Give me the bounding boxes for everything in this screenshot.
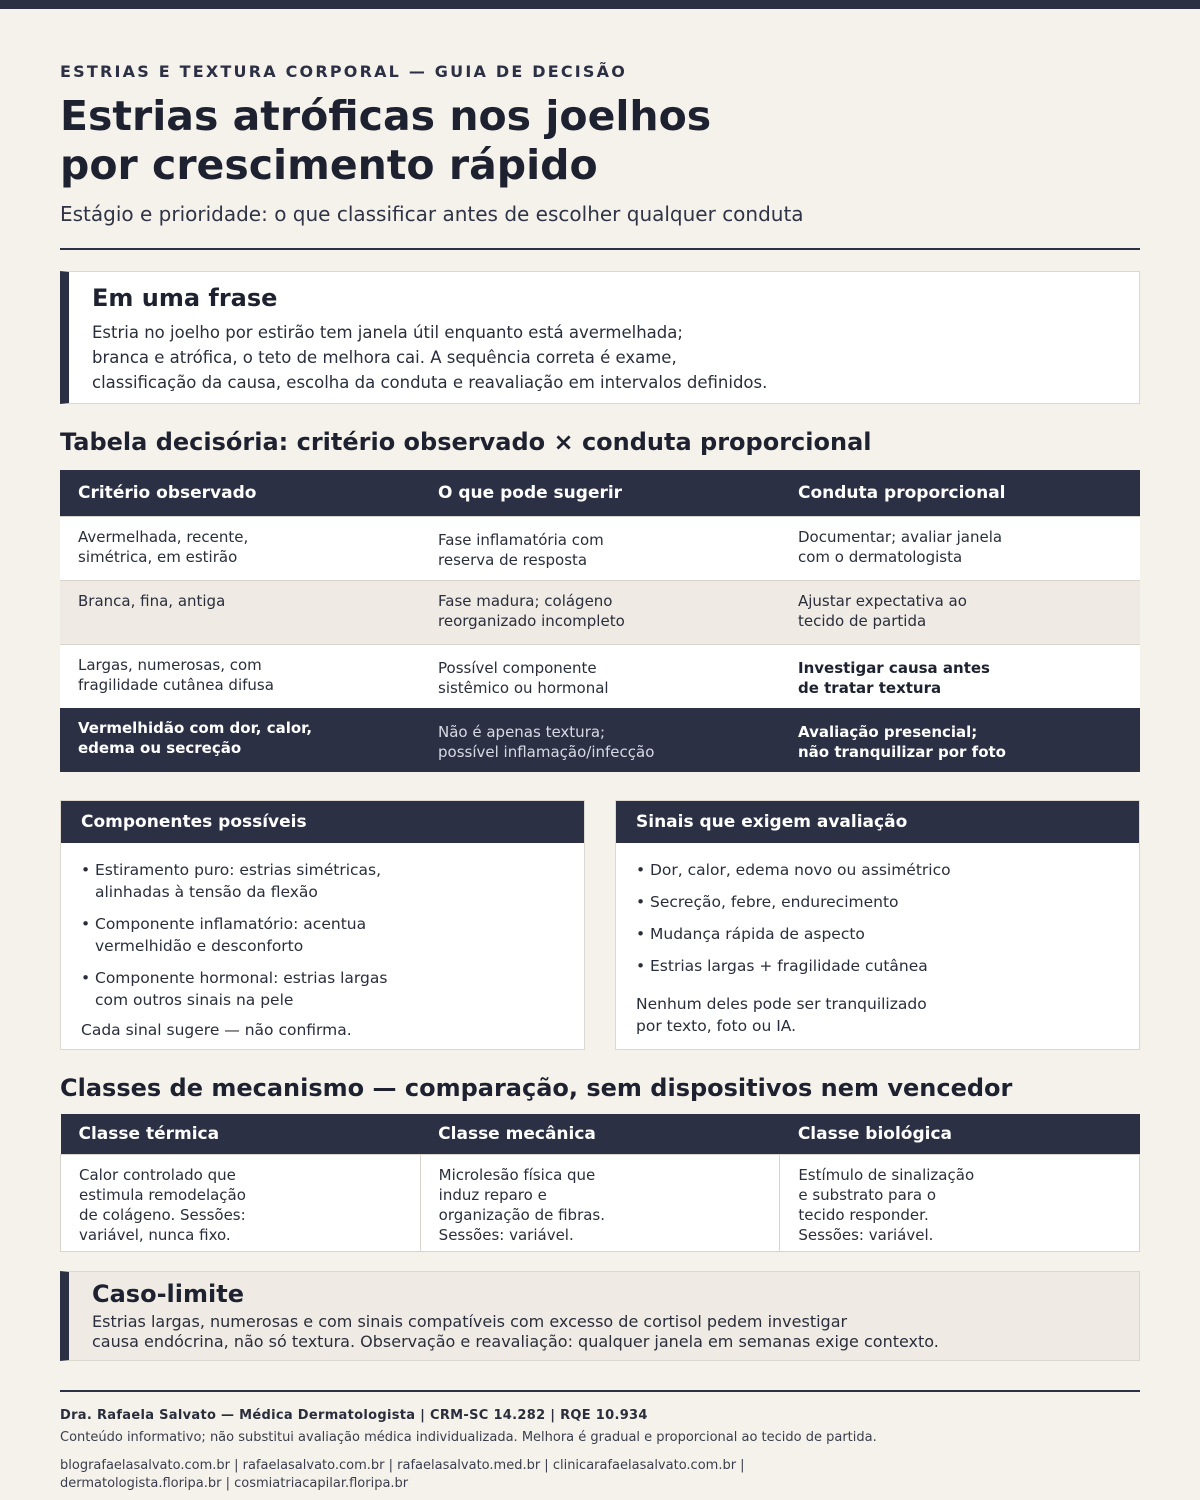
- bullet-icon: •: [636, 957, 646, 975]
- cell-line: induz reparo e: [438, 1185, 547, 1204]
- list-item: [636, 955, 1119, 977]
- summary-text: [92, 320, 1139, 395]
- table-row: [60, 516, 1140, 580]
- classes-header-row: [61, 1114, 1140, 1154]
- bullet-icon: •: [636, 925, 646, 943]
- list-item-line: vermelhidão e desconforto: [95, 937, 304, 955]
- cell-line: tecido de partida: [798, 611, 927, 630]
- card-note: [616, 993, 1139, 1037]
- cell-line: Calor controlado que: [79, 1165, 236, 1184]
- summary-callout: [60, 271, 1140, 404]
- page-subtitle: Estágio e prioridade: o que classificar antes de escolher qualquer conduta: [60, 202, 804, 226]
- card-title: Sinais que exigem avaliação: [616, 801, 1139, 843]
- table-cell: [780, 516, 1140, 580]
- bullet-icon: •: [636, 893, 646, 911]
- cell-line: e substrato para o: [798, 1185, 937, 1204]
- cell-line: Vermelhidão com dor, calor,: [78, 719, 313, 737]
- cell-line: Microlesão física que: [438, 1165, 596, 1184]
- list-item: [636, 891, 1119, 913]
- summary-line: Estria no joelho por estirão tem janela útil enquanto está avermelhada;: [92, 323, 683, 342]
- cell-line: variável, nunca fixo.: [79, 1225, 231, 1244]
- cell-line: Ajustar expectativa ao: [798, 591, 967, 610]
- decision-table-header-row: [60, 470, 1140, 516]
- summary-line: classificação da causa, escolha da conduta e reavaliação em intervalos definidos.: [92, 373, 768, 392]
- list-item: [636, 923, 1119, 945]
- mechanism-classes-table: [60, 1114, 1140, 1252]
- table-cell: [420, 1154, 780, 1251]
- cell-line: Avermelhada, recente,: [78, 527, 249, 546]
- table-cell: [60, 644, 420, 708]
- bullet-icon: •: [81, 915, 91, 933]
- edge-case-callout: [60, 1271, 1140, 1361]
- cell-line: simétrica, em estirão: [78, 547, 238, 566]
- footer-divider: [60, 1390, 1140, 1392]
- classes-table-heading: Classes de mecanismo — comparação, sem dispositivos nem vencedor: [60, 1074, 1013, 1102]
- summary-line: branca e atrófica, o teto de melhora cai. A sequência correta é exame,: [92, 348, 677, 367]
- summary-title: Em uma frase: [92, 284, 278, 312]
- table-cell: [61, 1154, 421, 1251]
- list-item-line: Estrias largas + fragilidade cutânea: [650, 957, 928, 975]
- list-item: [636, 859, 1119, 881]
- edge-case-line: Estrias largas, numerosas e com sinais compatíveis com excesso de cortisol pedem investigar: [92, 1312, 848, 1331]
- decision-table: [60, 470, 1140, 772]
- column-header: Classe mecânica: [420, 1114, 780, 1154]
- list-item-line: Estiramento puro: estrias simétricas,: [95, 861, 382, 879]
- bullet-icon: •: [81, 861, 91, 879]
- cell-line: sistêmico ou hormonal: [438, 679, 609, 697]
- column-header: Classe térmica: [61, 1114, 421, 1154]
- bullet-icon: •: [81, 969, 91, 987]
- card-title: Componentes possíveis: [61, 801, 584, 843]
- note-line: Nenhum deles pode ser tranquilizado: [636, 995, 927, 1013]
- footer-links-line: blografaelasalvato.com.br | rafaelasalvato.com.br | rafaelasalvato.med.br | clinicarafaelasalvato.com.br |: [60, 1458, 745, 1473]
- header-divider: [60, 248, 1140, 250]
- table-cell: [780, 708, 1140, 772]
- cell-line: Sessões: variável.: [798, 1225, 934, 1244]
- cell-line: Fase inflamatória com: [438, 530, 604, 549]
- footer-links-line: dermatologista.floripa.br | cosmiatriacapilar.floripa.br: [60, 1476, 409, 1491]
- list-item: [81, 967, 564, 1011]
- page-title-line: por crescimento rápido: [60, 141, 598, 189]
- cell-line: Investigar causa antes: [798, 659, 990, 677]
- cell-line: possível inflamação/infecção: [438, 743, 655, 761]
- disclaimer: Conteúdo informativo; não substitui avaliação médica individualizada. Melhora é gradual e proporcional ao tecido de partida.: [60, 1430, 877, 1445]
- cell-line: Avaliação presencial;: [798, 723, 978, 741]
- table-row: [61, 1154, 1140, 1251]
- cell-line: Branca, fina, antiga: [78, 591, 226, 610]
- cell-line: tecido responder.: [798, 1205, 929, 1224]
- list-item-line: Componente inflamatório: acentua: [95, 915, 367, 933]
- table-cell: [60, 580, 420, 644]
- cell-line: com o dermatologista: [798, 547, 963, 566]
- cell-line: fragilidade cutânea difusa: [78, 675, 274, 694]
- cell-line: Estímulo de sinalização: [798, 1165, 975, 1184]
- table-cell: [420, 644, 780, 708]
- edge-case-text: [92, 1312, 1139, 1352]
- footer-links: [60, 1457, 745, 1493]
- table-cell: [60, 516, 420, 580]
- table-cell: [780, 644, 1140, 708]
- kicker: ESTRIAS E TEXTURA CORPORAL — GUIA DE DECISÃO: [60, 62, 628, 81]
- note-line: por texto, foto ou IA.: [636, 1017, 797, 1035]
- cell-line: reserva de resposta: [438, 550, 588, 569]
- card-note: Cada sinal sugere — não confirma.: [81, 1021, 352, 1039]
- top-accent-bar: [0, 0, 1200, 9]
- table-cell: [420, 516, 780, 580]
- list-item-line: com outros sinais na pele: [95, 991, 294, 1009]
- signs-list: [616, 843, 1139, 977]
- column-header: Conduta proporcional: [780, 470, 1140, 516]
- column-header: Classe biológica: [780, 1114, 1140, 1154]
- decision-table-heading: Tabela decisória: critério observado × conduta proporcional: [60, 428, 872, 456]
- list-item-line: Mudança rápida de aspecto: [650, 925, 865, 943]
- table-cell: [780, 580, 1140, 644]
- table-cell: [780, 1154, 1140, 1251]
- list-item: [81, 913, 564, 957]
- cell-line: Fase madura; colágeno: [438, 591, 613, 610]
- cell-line: edema ou secreção: [78, 739, 242, 757]
- list-item-line: Componente hormonal: estrias largas: [95, 969, 388, 987]
- list-item-line: alinhadas à tensão da flexão: [95, 883, 318, 901]
- warning-signs-card: [615, 800, 1140, 1050]
- components-card: [60, 800, 585, 1050]
- author-credentials: Dra. Rafaela Salvato — Médica Dermatologista | CRM-SC 14.282 | RQE 10.934: [60, 1408, 648, 1423]
- cell-line: Sessões: variável.: [438, 1225, 574, 1244]
- components-list: [61, 843, 584, 1011]
- page-title-line: Estrias atróficas nos joelhos: [60, 92, 712, 140]
- edge-case-line: causa endócrina, não só textura. Observação e reavaliação: qualquer janela em semanas exige contexto.: [92, 1332, 939, 1351]
- list-item-line: Dor, calor, edema novo ou assimétrico: [650, 861, 951, 879]
- cell-line: Não é apenas textura;: [438, 723, 606, 741]
- table-row: [60, 580, 1140, 644]
- table-cell: [60, 708, 420, 772]
- table-row-alert: [60, 708, 1140, 772]
- column-header: O que pode sugerir: [420, 470, 780, 516]
- cell-line: organização de fibras.: [438, 1205, 606, 1224]
- column-header: Critério observado: [60, 470, 420, 516]
- page-title: [60, 92, 711, 190]
- cell-line: estimula remodelação: [79, 1185, 246, 1204]
- list-item-line: Secreção, febre, endurecimento: [650, 893, 899, 911]
- edge-case-title: Caso-limite: [92, 1280, 244, 1308]
- cell-line: Possível componente: [438, 659, 597, 677]
- cell-line: de tratar textura: [798, 679, 942, 697]
- bullet-icon: •: [636, 861, 646, 879]
- cell-line: Largas, numerosas, com: [78, 655, 262, 674]
- cell-line: reorganizado incompleto: [438, 611, 625, 630]
- list-item: [81, 859, 564, 903]
- table-row: [60, 644, 1140, 708]
- cell-line: de colágeno. Sessões:: [79, 1205, 246, 1224]
- cell-line: Documentar; avaliar janela: [798, 527, 1003, 546]
- table-cell: [420, 580, 780, 644]
- table-cell: [420, 708, 780, 772]
- cell-line: não tranquilizar por foto: [798, 743, 1006, 761]
